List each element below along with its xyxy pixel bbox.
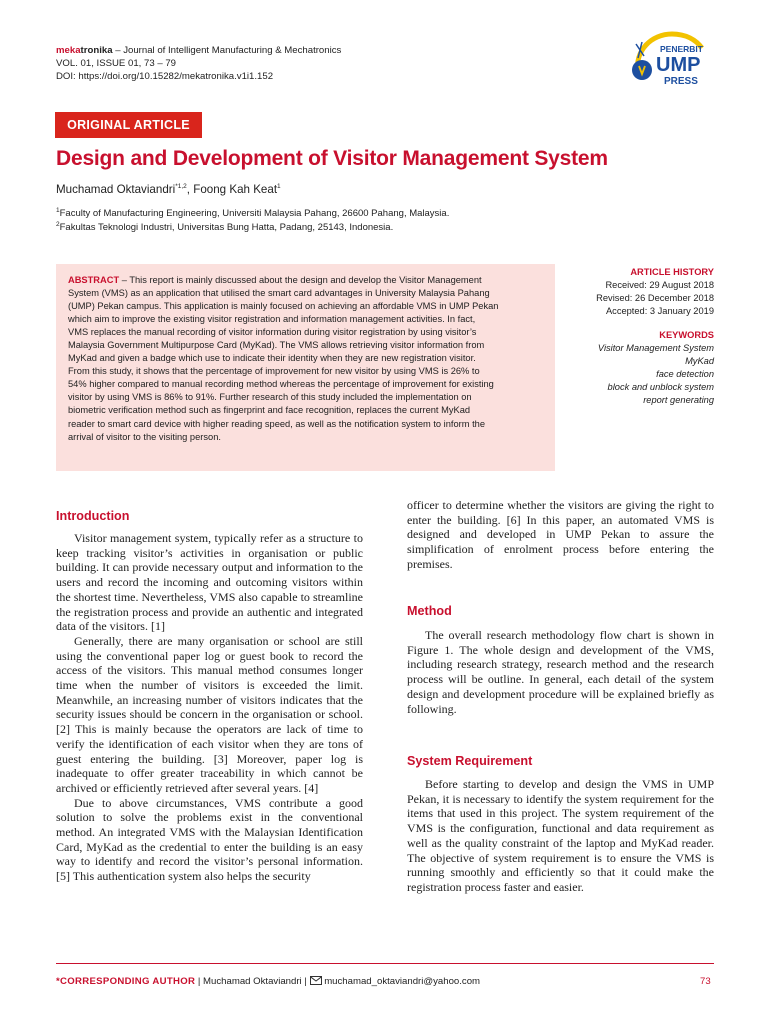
keywords xyxy=(560,329,714,406)
journal-brand-part2: tronika xyxy=(80,45,113,56)
logo-text-mid: UMP xyxy=(656,54,701,76)
article-history-heading: ARTICLE HISTORY xyxy=(630,267,714,277)
body-paragraph: Due to above circumstances, VMS contribute a good solution to solve the problems exist in the conventional method. An integrated VMS with the Malaysian Identification Card, MyKad as the credential to enter the building is an easy way to identify and record the visitor’s personal information. [5] This authentication system also helps the security xyxy=(56,795,363,884)
keyword-item: MyKad xyxy=(685,355,714,366)
right-column-top xyxy=(407,498,714,572)
volume-info: VOL. 01, ISSUE 01, 73 – 79 xyxy=(56,58,176,69)
revised-date: Revised: 26 December 2018 xyxy=(596,292,714,303)
abstract-line: (UMP) Pekan campus. This application is mainly focused on achieving an affordable VMS in UMP Pekan xyxy=(68,301,499,312)
abstract-line: reader to smart card device with higher reading speed, as well as the notification system to inform the xyxy=(68,418,486,429)
abstract-text: This report is mainly discussed about the design and develop the Visitor Management xyxy=(129,275,482,285)
abstract-dash: – xyxy=(119,275,130,285)
author-separator: , xyxy=(186,183,194,196)
system-requirement-heading: System Requirement xyxy=(407,754,533,768)
corresponding-author-footer xyxy=(56,976,480,987)
affiliation-text: Faculty of Manufacturing Engineering, Universiti Malaysia Pahang, 26600 Pahang, Malaysia. xyxy=(59,208,450,220)
system-requirement-section xyxy=(407,777,714,895)
affiliation-marker: 2 xyxy=(56,221,60,228)
abstract-line: which aim to improve the existing visitor registration and information management activities. In fact, xyxy=(68,314,476,325)
abstract-line xyxy=(68,274,543,287)
body-paragraph: Visitor management system, typically refer as a structure to keep tracking visitor’s activities in organisation or public building. It can provide necessary output and information to the users and record the incoming and outcoming visitors within the shortest time. Nevertheless, VMS also capable to streamline the registration process and provide an authentic and integrated data of the visitors. [1] xyxy=(56,531,363,634)
abstract-box xyxy=(56,264,555,471)
abstract-line: 54% higher compared to manual recording method whereas the percentage of improvement for existing xyxy=(68,379,494,390)
author-name: Foong Kah Keat xyxy=(193,183,278,196)
accepted-date: Accepted: 3 January 2019 xyxy=(605,305,714,316)
footer-divider xyxy=(56,963,714,964)
journal-header xyxy=(56,44,341,83)
abstract-line: Malaysia Government Multipurpose Card (MyKad). The VMS allows retrieving visitor information from xyxy=(68,340,485,351)
body-paragraph: Generally, there are many organisation or school are still using the conventional paper log or guest book to record the access of the visitors. This manual method consumes longer time when the number of visitors is exceeded the limit. Meanwhile, an increasing number of visitors indicates that the security issues should be concern in the organisation or school. [2] This is mainly because the operators are lack of time to verify the identification of each visitor when they are tons of guest entering the building. [3] Moreover, paper log is inadequate to offer greater traceability in which cannot be archived or efficiently retrieved after several years. [4] xyxy=(56,633,363,795)
article-title: Design and Development of Visitor Management System xyxy=(56,147,608,170)
keywords-heading: KEYWORDS xyxy=(659,330,714,340)
author-affiliation-marker: *1,2 xyxy=(175,183,187,191)
envelope-icon xyxy=(310,976,322,985)
abstract-line: biometric verification method such as fingerprint and face recognition, replaces the current MyKad xyxy=(68,405,471,416)
introduction-heading: Introduction xyxy=(56,509,130,523)
author-affiliation-marker: 1 xyxy=(277,183,281,191)
abstract-line: System (VMS) as an application that utilised the smart card advantages in University Malaysia Pahang xyxy=(68,288,490,299)
body-paragraph: Before starting to develop and design the VMS in UMP Pekan, it is necessary to identify the system requirement for the items that used in this project. The system requirement of the VMS is the configuration, functional and data requirement as well as the quality constraint of the laptop and MyKad reader. The objective of system requirement is to ensure the VMS is running smoothly and efficiently so that it could make the registration process faster and easier. xyxy=(407,777,714,894)
author-list xyxy=(56,183,281,196)
body-paragraph: officer to determine whether the visitors are giving the right to enter the building. [6] In this paper, an automated VMS is designed and developed in UMP Pekan to assure the simplification of enrolment process before entering the premises. xyxy=(407,498,714,571)
abstract-line: VMS replaces the manual recording of visitor information during visitor registration by using visitor’s xyxy=(68,327,477,338)
abstract-label: ABSTRACT xyxy=(68,275,120,285)
affiliation-2 xyxy=(56,221,393,233)
abstract-line: MyKad and given a badge which use to indicate their identity when they are new registration visitor. xyxy=(68,353,476,364)
journal-name-line xyxy=(56,44,341,57)
doi-link[interactable]: DOI: https://doi.org/10.15282/mekatronika.v1i1.152 xyxy=(56,71,274,82)
abstract-line: visitor by using VMS is 86% to 91%. Further research of this study included the implementation on xyxy=(68,392,472,403)
keyword-item: face detection xyxy=(656,368,714,379)
affiliation-marker: 1 xyxy=(56,207,60,214)
page-number: 73 xyxy=(700,976,711,987)
logo-text-bot: PRESS xyxy=(664,76,698,87)
corresponding-author-label: *CORRESPONDING AUTHOR xyxy=(56,976,196,987)
journal-name-rest: – Journal of Intelligent Manufacturing & Mechatronics xyxy=(112,45,342,56)
left-column xyxy=(56,531,363,884)
method-heading: Method xyxy=(407,604,452,618)
keyword-item: block and unblock system xyxy=(607,381,714,392)
logo-text-top: PENERBIT xyxy=(660,44,703,54)
article-type-badge: ORIGINAL ARTICLE xyxy=(55,112,202,138)
method-section xyxy=(407,628,714,716)
corresponding-author-name: Muchamad Oktaviandri xyxy=(203,976,302,987)
author-name: Muchamad Oktaviandri xyxy=(56,183,176,196)
received-date: Received: 29 August 2018 xyxy=(605,279,714,290)
body-paragraph: The overall research methodology flow chart is shown in Figure 1. The whole design and development of the VMS, including research strategy, research method and the research process will be outline. In general, each detail of the system design and development procedure will be explained briefly as following. xyxy=(407,628,714,716)
affiliation-text: Fakultas Teknologi Industri, Universitas Bung Hatta, Padang, 25143, Indonesia. xyxy=(59,222,394,234)
abstract-line: arrival of visitor to the visiting person. xyxy=(68,431,221,442)
article-history xyxy=(560,266,714,318)
keyword-item: report generating xyxy=(643,394,714,405)
abstract-line: From this study, it shows that the percentage of improvement for new visitor by using VMS is 26% to xyxy=(68,366,480,377)
journal-brand-part1: meka xyxy=(56,45,81,56)
footer-separator: | xyxy=(301,976,310,987)
affiliation-1 xyxy=(56,207,449,219)
footer-separator: | xyxy=(195,976,204,987)
penerbit-ump-logo xyxy=(630,30,716,92)
keyword-item: Visitor Management System xyxy=(597,342,714,353)
corresponding-author-email[interactable]: muchamad_oktaviandri@yahoo.com xyxy=(324,976,481,987)
